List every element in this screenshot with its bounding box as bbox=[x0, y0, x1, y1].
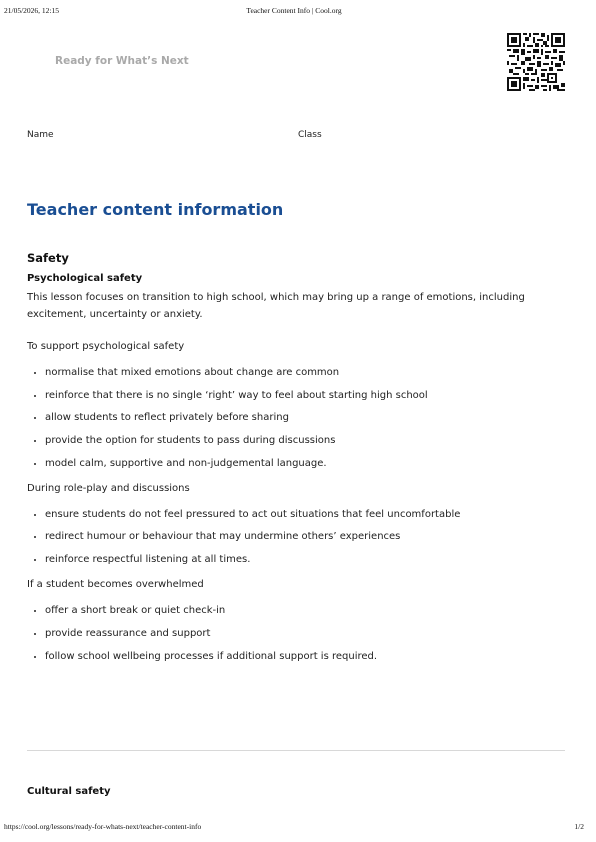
list-item: • reinforce respectful listening at all times. bbox=[45, 551, 567, 568]
support-list bbox=[27, 364, 567, 472]
safety-heading: Safety bbox=[27, 251, 69, 265]
safety-section bbox=[27, 250, 567, 673]
list-item: • offer a short break or quiet check-in bbox=[45, 602, 567, 619]
list-item: • redirect humour or behaviour that may undermine others’ experiences bbox=[45, 528, 567, 545]
class-label: Class bbox=[298, 130, 322, 140]
print-datetime: 21/05/2026, 12:15 bbox=[4, 6, 60, 15]
cultural-safety-heading: Cultural safety bbox=[27, 786, 111, 797]
roleplay-list bbox=[27, 506, 567, 568]
list-item: • follow school wellbeing processes if additional support is required. bbox=[45, 648, 567, 665]
print-url[interactable]: https://cool.org/lessons/ready-for-whats-next/teacher-content-info bbox=[4, 822, 202, 831]
print-title: Teacher Content Info | Cool.org bbox=[246, 6, 342, 15]
psychological-safety-heading: Psychological safety bbox=[27, 273, 143, 284]
page-title: Teacher content information bbox=[27, 200, 284, 219]
page-number: 1/2 bbox=[574, 822, 584, 831]
qr-code-icon bbox=[507, 33, 565, 91]
brand-title: Ready for What’s Next bbox=[55, 55, 189, 67]
list-item: • provide the option for students to pass during discussions bbox=[45, 432, 567, 449]
overwhelmed-list bbox=[27, 602, 567, 664]
intro-paragraph: This lesson focuses on transition to high school, which may bring up a range of emotions, including excitement, uncertainty or anxiety. bbox=[27, 292, 525, 320]
support-heading: To support psychological safety bbox=[27, 341, 185, 352]
list-item: • allow students to reflect privately before sharing bbox=[45, 409, 567, 426]
section-divider bbox=[27, 750, 565, 751]
name-label: Name bbox=[27, 130, 54, 140]
list-item: • model calm, supportive and non-judgemental language. bbox=[45, 455, 567, 472]
list-item: • reinforce that there is no single ‘right’ way to feel about starting high school bbox=[45, 387, 567, 404]
overwhelmed-heading: If a student becomes overwhelmed bbox=[27, 579, 204, 591]
list-item: • provide reassurance and support bbox=[45, 625, 567, 642]
list-item: • normalise that mixed emotions about change are common bbox=[45, 364, 567, 381]
list-item: • ensure students do not feel pressured to act out situations that feel uncomfortable bbox=[45, 506, 567, 523]
roleplay-heading: During role-play and discussions bbox=[27, 482, 190, 494]
